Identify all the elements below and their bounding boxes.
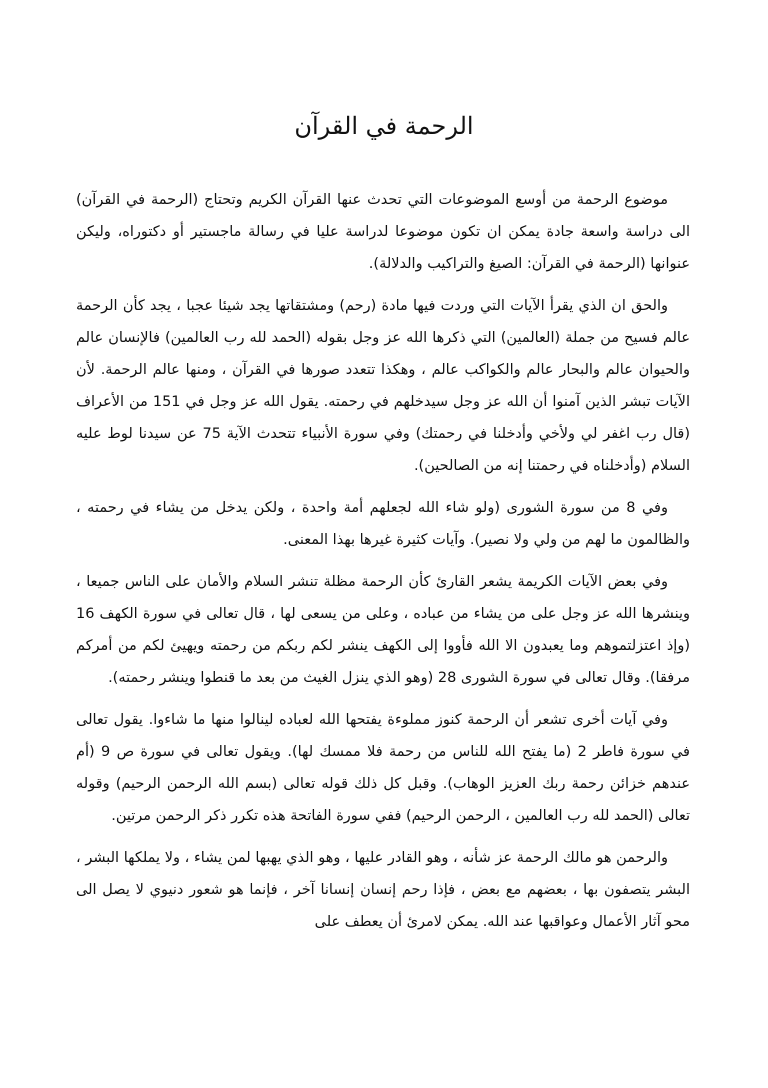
paragraph: والحق ان الذي يقرأ الآيات التي وردت فيها مادة (رحم) ومشتقاتها يجد شيئا عجبا ، يجد كأن الرحمة عالم فسيح من جملة (العالمين) التي ذكرها الله عز وجل بقوله (الحمد لله رب العالمين) فالإنسان عالم والحيوان عالم والبحار عالم والكواكب عالم ، وهكذا تتعدد صورها في القرآن ، ومنها عالم الرحمة. لأن الآيات تبشر الذين آمنوا أن الله عز وجل سيدخلهم في رحمته. يقول الله عز وجل في 151 من الأعراف (قال رب اغفر لي ولأخي وأدخلنا في رحمتك) وفي سورة الأنبياء تتحدث الآية 75 عن سيدنا لوط عليه السلام (وأدخلناه في رحمتنا إنه من الصالحين). xyxy=(76,298,690,474)
paragraph: وفي آيات أخرى تشعر أن الرحمة كنوز مملوءة يفتحها الله لعباده لينالوا منها ما شاءوا. يقول تعالى في سورة فاطر 2 (ما يفتح الله للناس من رحمة فلا ممسك لها). ويقول تعالى في سورة ص 9 (أم عندهم خزائن رحمة ربك العزيز الوهاب). وقبل كل ذلك قوله تعالى (بسم الله الرحمن الرحيم) وقوله تعالى (الحمد لله رب العالمين ، الرحمن الرحيم) ففي سورة الفاتحة هذه تكرر ذكر الرحمن مرتين. xyxy=(76,712,690,824)
page-title: الرحمة في القرآن xyxy=(294,112,474,141)
document-body xyxy=(76,184,690,938)
paragraph: موضوع الرحمة من أوسع الموضوعات التي تحدث عنها القرآن الكريم وتحتاج (الرحمة في القرآن) الى دراسة واسعة جادة يمكن ان تكون موضوعا لدراسة عليا في رسالة ماجستير أو دكتوراه، وليكن عنوانها (الرحمة في القرآن: الصيغ والتراكيب والدلالة). xyxy=(76,192,690,272)
paragraph: وفي 8 من سورة الشورى (ولو شاء الله لجعلهم أمة واحدة ، ولكن يدخل من يشاء في رحمته ، والظالمون ما لهم من ولي ولا نصير). وآيات كثيرة غيرها بهذا المعنى. xyxy=(76,500,690,548)
paragraph: وفي بعض الآيات الكريمة يشعر القارئ كأن الرحمة مظلة تنشر السلام والأمان على الناس جميعا ، وينشرها الله عز وجل على من يشاء من عباده ، وعلى من يسعى لها ، قال تعالى في سورة الكهف 16 (وإذ اعتزلتموهم وما يعبدون الا الله فأووا إلى الكهف ينشر لكم ربكم من رحمته ويهيئ لكم من أمركم مرفقا). وقال تعالى في سورة الشورى 28 (وهو الذي ينزل الغيث من بعد ما قنطوا وينشر رحمته). xyxy=(76,574,690,686)
paragraph: والرحمن هو مالك الرحمة عز شأنه ، وهو القادر عليها ، وهو الذي يهبها لمن يشاء ، ولا يملكها البشر ، البشر يتصفون بها ، بعضهم مع بعض ، فإذا رحم إنسان إنسانا آخر ، فإنما هو شعور دنيوي لا يصل الى محو آثار الأعمال وعواقبها عند الله. يمكن لامرئ أن يعطف على xyxy=(76,850,690,930)
